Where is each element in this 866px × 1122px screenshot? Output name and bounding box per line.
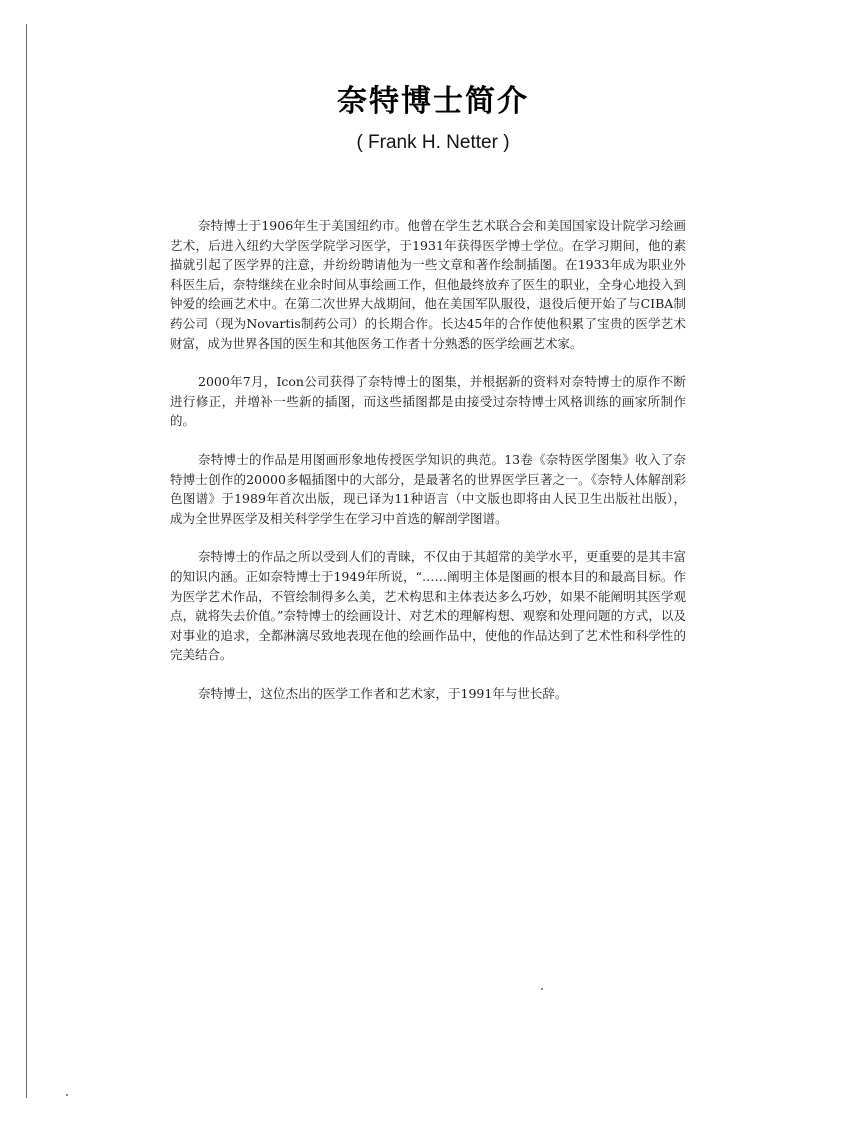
paragraph-death: 奈特博士，这位杰出的医学工作者和艺术家，于1991年与世长辞。 <box>198 685 568 701</box>
page-title: 奈特博士简介 <box>337 84 529 119</box>
page-subtitle: ( Frank H. Netter ) <box>356 132 510 153</box>
page-margin-line <box>26 24 27 1098</box>
paragraph-icon-acquisition: 2000年7月，Icon公司获得了奈特博士的图集，并根据新的资料对奈特博士的原作不断进行修正，并增补一些新的插图，而这些插图都是由接受过奈特博士风格训练的画家所制作的。 <box>170 374 686 429</box>
paragraph-legacy: 奈特博士的作品之所以受到人们的青睐，不仅由于其超常的美学水平，更重要的是其丰富的知识内涵。正如奈特博士于1949年所说，“……阐明主体是图画的根本目的和最高目标。作为医学艺术作品，不管绘制得多么美，艺术构思和主体表达多么巧妙，如果不能阐明其医学观点，就将失去价值。”奈特博士的绘画设计、对艺术的理解构想、观察和处理问题的方式，以及对事业的追求，全都淋漓尽致地表现在他的绘画作品中，使他的作品达到了艺术性和科学性的完美结合。 <box>170 549 686 663</box>
body-text <box>170 216 686 722</box>
scan-speck <box>66 1094 68 1096</box>
scan-speck <box>541 988 543 990</box>
paragraph-biography: 奈特博士于1906年生于美国纽约市。他曾在学生艺术联合会和美国国家设计院学习绘画艺术，后进入纽约大学医学院学习医学，于1931年获得医学博士学位。在学习期间，他的素描就引起了医学界的注意，并纷纷聘请他为一些文章和著作绘制插图。在1933年成为职业外科医生后，奈特继续在业余时间从事绘画工作，但他最终放弃了医生的职业，全身心地投入到钟爱的绘画艺术中。在第二次世界大战期间，他在美国军队服役，退役后便开始了与CIBA制药公司（现为Novartis制药公司）的长期合作。长达45年的合作使他积累了宝贵的医学艺术财富，成为世界各国的医生和其他医务工作者十分熟悉的医学绘画艺术家。 <box>170 218 686 351</box>
paragraph-atlas: 奈特博士的作品是用图画形象地传授医学知识的典范。13卷《奈特医学图集》收入了奈特博士创作的20000多幅插图中的大部分，是最著名的世界医学巨著之一。《奈特人体解剖彩色图谱》于1989年首次出版，现已译为11种语言（中文版也即将由人民卫生出版社出版），成为全世界医学及相关科学学生在学习中首选的解剖学图谱。 <box>170 451 686 526</box>
